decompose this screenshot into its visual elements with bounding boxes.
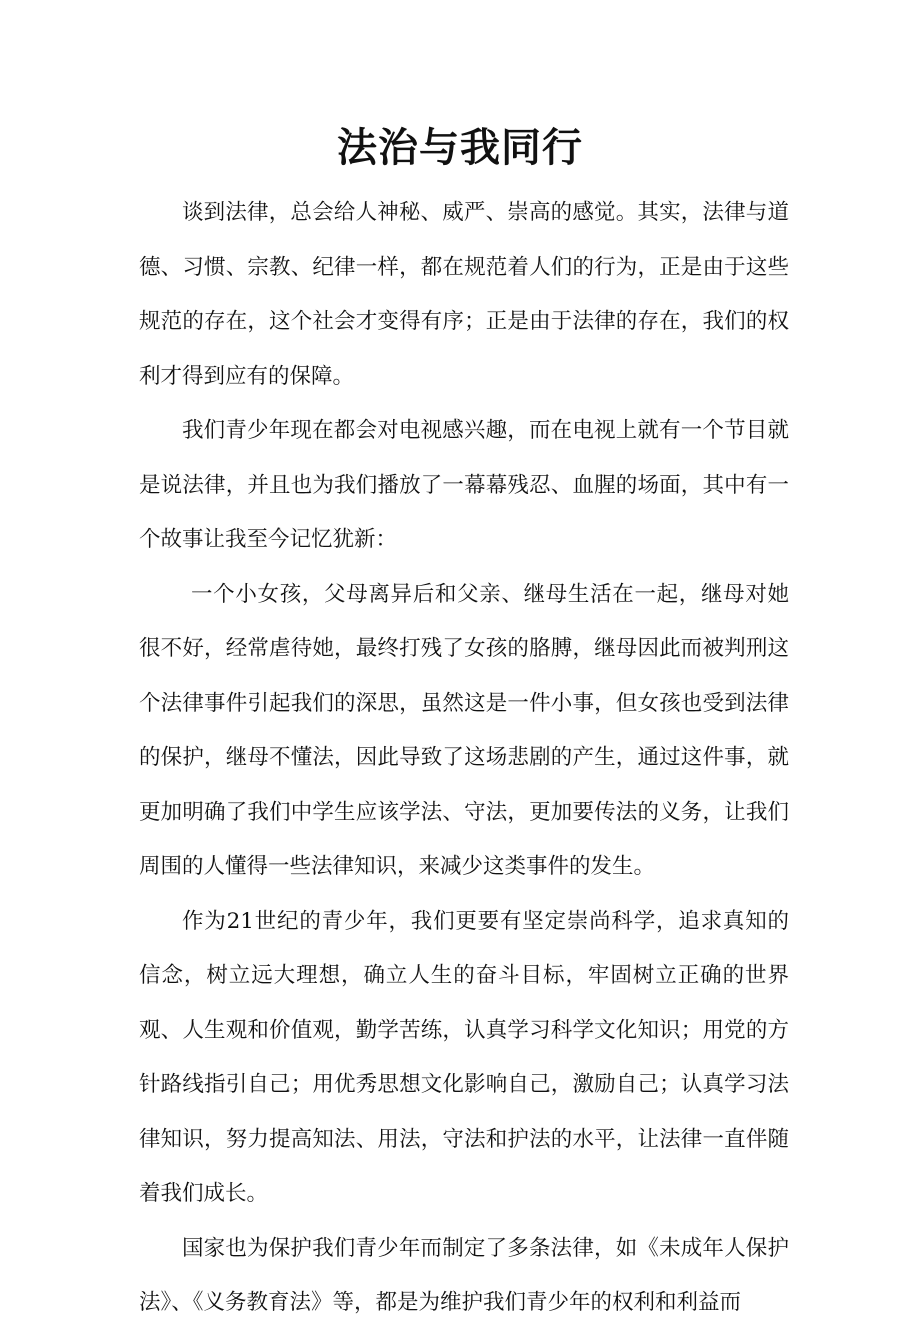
paragraph-laws: 国家也为保护我们青少年而制定了多条法律，如《未成年人保护法》、《义务教育法》等，都是为维护我们青少年的权利和利益而 (139, 1235, 789, 1315)
paragraph-tv-program: 我们青少年现在都会对电视感兴趣，而在电视上就有一个节目就是说法律，并且也为我们播放了一幕幕残忍、血腥的场面，其中有一个故事让我至今记忆犹新： (139, 418, 789, 552)
document-body (139, 186, 789, 1331)
page-title: 法治与我同行 (337, 124, 583, 171)
paragraph-story: 一个小女孩，父母离异后和父亲、继母生活在一起，继母对她很不好，经常虐待她，最终打残了女孩的胳膊，继母因此而被判刑这个法律事件引起我们的深思，虽然这是一件小事，但女孩也受到法律的保护，继母不懂法，因此导致了这场悲剧的产生，通过这件事，就更加明确了我们中学生应该学法、守法，更加要传法的义务，让我们周围的人懂得一些法律知识，来减少这类事件的发生。 (139, 581, 789, 879)
paragraph-intro: 谈到法律，总会给人神秘、威严、崇高的感觉。其实，法律与道德、习惯、宗教、纪律一样，都在规范着人们的行为，正是由于这些规范的存在，这个社会才变得有序；正是由于法律的存在，我们的权利才得到应有的保障。 (139, 200, 789, 389)
paragraph-youth: 作为21世纪的青少年，我们更要有坚定崇尚科学，追求真知的信念，树立远大理想，确立人生的奋斗目标，牢固树立正确的世界观、人生观和价值观，勤学苦练，认真学习科学文化知识；用党的方针路线指引自己；用优秀思想文化影响自己，激励自己；认真学习法律知识，努力提高知法、用法，守法和护法的水平，让法律一直伴随着我们成长。 (139, 908, 789, 1206)
